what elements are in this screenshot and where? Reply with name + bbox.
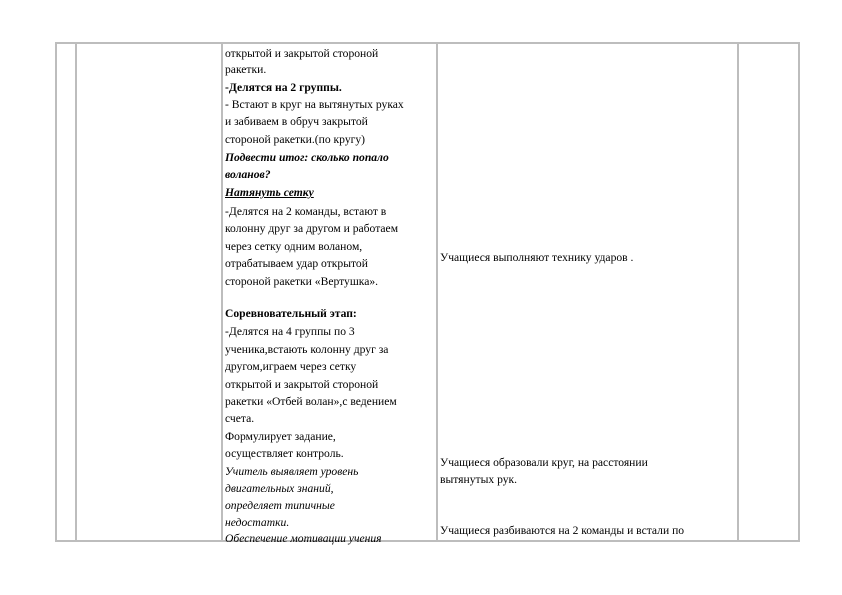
cell-text-line: отрабатываем удар открытой xyxy=(225,257,368,270)
cell-text-line: воланов? xyxy=(225,168,271,181)
cell-text-line: колонну друг за другом и работаем xyxy=(225,222,399,235)
cell-text-line: Подвести итог: сколько попало xyxy=(225,151,389,164)
column-divider-3 xyxy=(436,42,438,542)
cell-text-line: Натянуть сетку xyxy=(225,186,314,199)
cell-text-line: -Делятся на 2 группы. xyxy=(225,81,342,94)
cell-text-line: недостатки. xyxy=(225,516,290,529)
cell-text-line: -Делятся на 2 команды, встают в xyxy=(225,205,387,218)
cell-text-line: ученика,встають колонну друг за xyxy=(225,343,389,356)
table-frame xyxy=(55,42,800,542)
column-divider-1 xyxy=(75,42,77,542)
cell-text-line: счета. xyxy=(225,412,255,425)
cell-text-line: стороной ракетки.(по кругу) xyxy=(225,133,366,146)
cell-text-line: Учащиеся образовали круг, на расстоянии xyxy=(440,456,648,469)
cell-text-line: Формулирует задание, xyxy=(225,430,336,443)
cell-text-line: и забиваем в обруч закрытой xyxy=(225,115,368,128)
column-divider-2 xyxy=(221,42,223,542)
cell-text-line: осуществляет контроль. xyxy=(225,447,344,460)
cell-text-line: - Встают в круг на вытянутых руках xyxy=(225,98,404,111)
cell-text-line: Учащиеся разбиваются на 2 команды и встали по xyxy=(440,524,685,537)
cell-text-line: определяет типичные xyxy=(225,499,335,512)
cell-text-line: открытой и закрытой стороной xyxy=(225,378,379,391)
cell-text-line: Обеспечение мотивации учения xyxy=(225,532,382,545)
cell-text-line: ракетки. xyxy=(225,63,267,76)
cell-text-line: двигательных знаний, xyxy=(225,482,334,495)
cell-text-line: Соревновательный этап: xyxy=(225,307,357,320)
cell-text-line: ракетки «Отбей волан»,с ведением xyxy=(225,395,397,408)
cell-text-line: Учащиеся выполняют технику ударов . xyxy=(440,251,634,264)
cell-text-line: Учитель выявляет уровень xyxy=(225,465,359,478)
cell-text-line: через сетку одним воланом, xyxy=(225,240,363,253)
cell-text-line: другом,играем через сетку xyxy=(225,360,357,373)
cell-text-line: вытянутых рук. xyxy=(440,473,518,486)
cell-text-line: открытой и закрытой стороной xyxy=(225,47,379,60)
column-divider-4 xyxy=(737,42,739,542)
cell-text-line: стороной ракетки «Вертушка». xyxy=(225,275,379,288)
cell-text-line: -Делятся на 4 группы по 3 xyxy=(225,325,355,338)
